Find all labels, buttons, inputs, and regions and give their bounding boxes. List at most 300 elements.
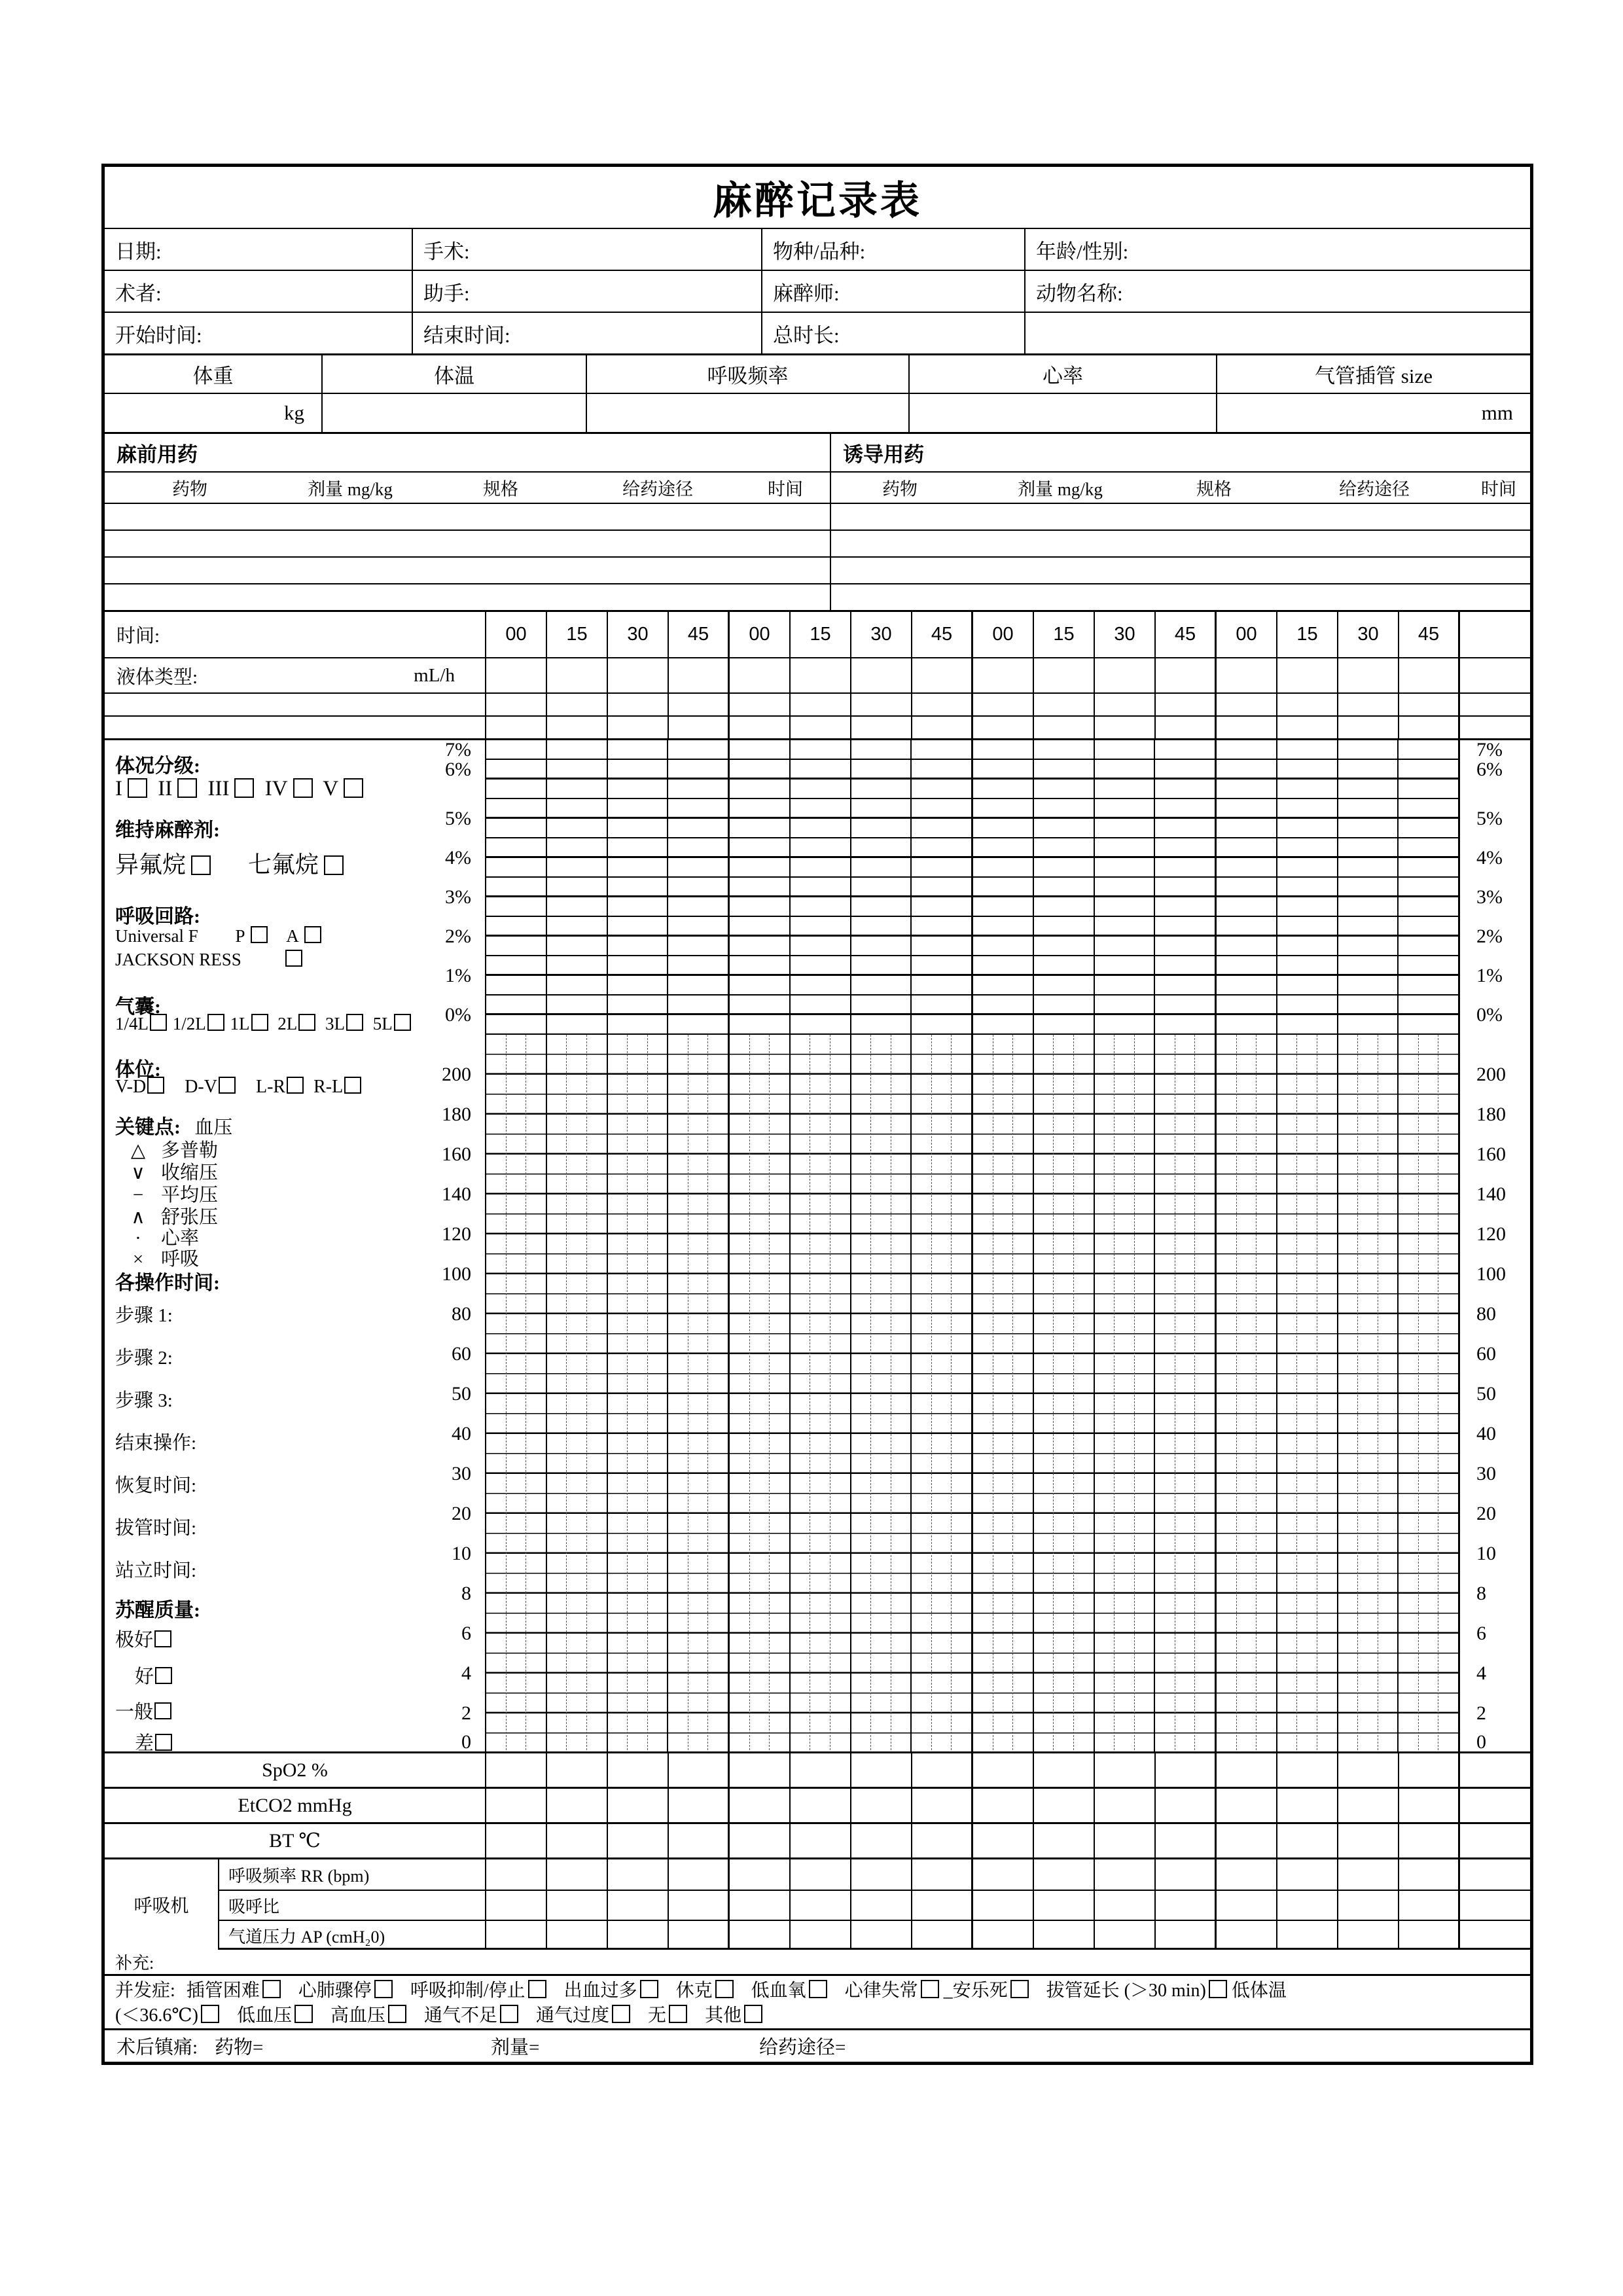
cardiac-arrest-checkbox[interactable] <box>374 1980 393 1998</box>
hypoxemia-checkbox[interactable] <box>809 1980 827 1998</box>
grid-cell[interactable] <box>669 1753 730 1787</box>
grade-ii-checkbox[interactable] <box>177 778 197 798</box>
bag-label: 气囊: <box>115 996 161 1018</box>
end-op-field[interactable]: 结束操作: <box>115 1433 197 1454</box>
grid-cell[interactable] <box>791 717 851 738</box>
vent-rr-row <box>105 1859 1530 1890</box>
axis-label-left: 3% <box>445 886 471 908</box>
chart-column <box>791 1035 851 1753</box>
five-min-subcolumn <box>1358 1035 1378 1753</box>
grid-cell[interactable] <box>1338 717 1399 738</box>
grid-cell[interactable] <box>730 1891 791 1920</box>
grid-cell[interactable] <box>486 1859 547 1890</box>
med-title-row <box>105 432 1530 471</box>
induction-entry-cell[interactable] <box>831 531 1530 556</box>
grid-cell[interactable] <box>851 658 912 692</box>
grid-cell[interactable] <box>1277 1824 1338 1857</box>
grid-cell[interactable] <box>1399 1753 1460 1787</box>
induction-entry-cell[interactable] <box>831 504 1530 529</box>
five-min-subcolumn <box>993 1035 1014 1753</box>
hyperventilation-checkbox[interactable] <box>612 2005 630 2023</box>
grid-cell[interactable] <box>791 1921 851 1950</box>
difficult-intubation-checkbox[interactable] <box>262 1980 281 1998</box>
supplement-row[interactable] <box>105 1948 1530 1974</box>
grid-cell[interactable] <box>791 694 851 715</box>
axis-label-right: 160 <box>1476 1143 1506 1165</box>
axis-label-right: 0% <box>1476 1004 1503 1026</box>
complications-section <box>105 1974 1530 2028</box>
axis-label-left: 0% <box>445 1004 471 1026</box>
timeline-extra-cell[interactable] <box>1460 612 1530 657</box>
grid-cell[interactable] <box>547 1789 608 1822</box>
info-empty-cell[interactable] <box>1026 313 1530 353</box>
arrhythmia-checkbox[interactable] <box>921 1980 939 1998</box>
step1-field[interactable]: 步骤 1: <box>115 1305 173 1326</box>
grid-cell[interactable] <box>851 1859 912 1890</box>
grid-cell[interactable] <box>608 1891 669 1920</box>
grid-cell[interactable] <box>973 1859 1034 1890</box>
grid-cell[interactable] <box>1460 694 1530 715</box>
prolonged-extubation-checkbox[interactable] <box>1209 1980 1227 1998</box>
grade-iii-checkbox[interactable] <box>234 778 254 798</box>
grid-cell[interactable] <box>1217 694 1277 715</box>
med-empty-row <box>105 529 1530 556</box>
grid-cell[interactable] <box>1277 1891 1338 1920</box>
spo2-row <box>105 1751 1530 1787</box>
anesthetist-field[interactable]: 麻醉师: <box>762 271 1026 312</box>
five-min-subcolumn <box>750 1035 770 1753</box>
op-times-label: 各操作时间: <box>115 1272 220 1294</box>
legend-diastolic: ∧ 舒张压 <box>115 1202 218 1229</box>
grid-cell[interactable] <box>1338 1824 1399 1857</box>
euthanasia-checkbox[interactable] <box>1010 1980 1029 1998</box>
grid-cell[interactable] <box>547 694 608 715</box>
complications-line-1: 并发症: 插管困难 心肺骤停 呼吸抑制/停止 出血过多 休克 低血氧 心律失常 _安乐死 拔管延长 (＞30 min) 低体温 <box>115 1981 1287 2001</box>
axis-label-right: 60 <box>1476 1343 1496 1365</box>
recovery-good-checkbox[interactable] <box>155 1667 172 1684</box>
grid-cell[interactable] <box>1156 717 1217 738</box>
grid-cell[interactable] <box>912 1891 973 1920</box>
five-min-subcolumn <box>952 1035 971 1753</box>
recovery-time-field[interactable]: 恢复时间: <box>115 1475 197 1496</box>
grid-cell[interactable] <box>973 1789 1034 1822</box>
surgeon-field[interactable]: 术者: <box>105 271 413 312</box>
grid-cell[interactable] <box>730 1824 791 1857</box>
five-min-subcolumn <box>628 1035 648 1753</box>
pos-dv-checkbox[interactable] <box>219 1077 236 1094</box>
grid-cell[interactable] <box>973 1921 1034 1950</box>
grid-cell[interactable] <box>851 1753 912 1787</box>
weight-value-cell[interactable]: kg <box>105 394 323 432</box>
grid-cell[interactable] <box>486 694 547 715</box>
grid-cell[interactable] <box>912 1753 973 1787</box>
other-checkbox[interactable] <box>744 2005 762 2023</box>
grid-cell[interactable] <box>730 1789 791 1822</box>
grid-cell[interactable] <box>1156 658 1217 692</box>
isoflurane-checkbox[interactable] <box>191 855 211 875</box>
axis-label-left: 7% <box>445 739 471 761</box>
grade-iv-checkbox[interactable] <box>293 778 313 798</box>
grid-cell[interactable] <box>669 717 730 738</box>
grid-cell[interactable] <box>1399 1789 1460 1822</box>
end-time-field[interactable]: 结束时间: <box>413 313 762 353</box>
bag-2l-checkbox[interactable] <box>298 1014 315 1031</box>
grid-cell[interactable] <box>1217 1753 1277 1787</box>
axis-label-right: 30 <box>1476 1463 1496 1484</box>
surgery-field[interactable]: 手术: <box>413 229 762 270</box>
hypotension-checkbox[interactable] <box>294 2005 313 2023</box>
grid-cell[interactable] <box>1399 717 1460 738</box>
hypoventilation-checkbox[interactable] <box>500 2005 518 2023</box>
chart-column <box>547 1035 608 1753</box>
vitals-value-row <box>105 393 1530 432</box>
induction-entry-cell[interactable] <box>831 558 1530 583</box>
grid-cell[interactable] <box>912 694 973 715</box>
five-min-subcolumn <box>1054 1035 1074 1753</box>
grid-cell[interactable] <box>1217 1859 1277 1890</box>
grid-cell[interactable] <box>973 694 1034 715</box>
premed-title: 麻前用药 <box>105 434 831 471</box>
date-field[interactable]: 日期: <box>105 229 413 270</box>
grid-cell[interactable] <box>669 1859 730 1890</box>
grid-cell[interactable] <box>608 1824 669 1857</box>
anesthetic-percent-zone[interactable] <box>486 740 1460 1035</box>
timeline-tick: 00 <box>730 612 791 657</box>
grid-cell[interactable] <box>1095 1891 1156 1920</box>
grid-cell[interactable] <box>1399 1891 1460 1920</box>
ett-size-value-cell[interactable]: mm <box>1481 401 1513 424</box>
grid-cell[interactable] <box>1338 1789 1399 1822</box>
axis-label-left: 60 <box>452 1343 471 1365</box>
grade-v-checkbox[interactable] <box>344 778 363 798</box>
recovery-good: 好 <box>135 1662 177 1689</box>
bag-quarter-checkbox[interactable] <box>150 1014 167 1031</box>
recovery-fair-checkbox[interactable] <box>154 1702 171 1719</box>
grid-cell[interactable] <box>730 658 791 692</box>
grid-cell[interactable] <box>1095 1859 1156 1890</box>
chart-column <box>1338 740 1399 1035</box>
grid-cell[interactable] <box>973 1824 1034 1857</box>
grid-cell[interactable] <box>1156 1891 1217 1920</box>
grid-cell[interactable] <box>1460 1859 1530 1890</box>
hypertension-checkbox[interactable] <box>388 2005 406 2023</box>
grid-cell[interactable] <box>851 694 912 715</box>
grid-cell[interactable] <box>1460 1891 1530 1920</box>
grid-cell[interactable] <box>1277 1789 1338 1822</box>
grid-cell[interactable] <box>486 1824 547 1857</box>
grid-cell[interactable] <box>730 717 791 738</box>
fluid-cells <box>486 658 1530 692</box>
shock-checkbox[interactable] <box>715 1980 734 1998</box>
grid-cell[interactable] <box>1034 1824 1095 1857</box>
grid-cell[interactable] <box>1338 1859 1399 1890</box>
grid-cell[interactable] <box>1217 1921 1277 1950</box>
grid-cell[interactable] <box>1277 1753 1338 1787</box>
grid-cell[interactable] <box>1338 694 1399 715</box>
grid-cell[interactable] <box>1156 694 1217 715</box>
grid-cell[interactable] <box>608 694 669 715</box>
grid-cell[interactable] <box>851 717 912 738</box>
grid-cell[interactable] <box>1277 1921 1338 1950</box>
age-sex-field[interactable]: 年龄/性别: <box>1036 240 1129 263</box>
legend-respiration: × 呼吸 <box>115 1244 199 1271</box>
grid-cell[interactable] <box>547 1891 608 1920</box>
grid-cell[interactable] <box>791 1824 851 1857</box>
grid-cell[interactable] <box>851 1891 912 1920</box>
grid-cell[interactable] <box>1034 1753 1095 1787</box>
grid-cell[interactable] <box>1277 694 1338 715</box>
grid-cell[interactable] <box>1460 717 1530 738</box>
empty-label-cell[interactable] <box>105 694 486 715</box>
grid-cell[interactable] <box>730 1921 791 1950</box>
premed-columns <box>105 473 831 503</box>
five-min-subcolumn <box>688 1035 709 1753</box>
grid-cell[interactable] <box>1338 1921 1399 1950</box>
empty-label-cell[interactable] <box>105 717 486 738</box>
grid-cell[interactable] <box>1399 1859 1460 1890</box>
axis-label-right: 4% <box>1476 847 1503 869</box>
grid-cell[interactable] <box>1034 1789 1095 1822</box>
five-min-subcolumn <box>1438 1035 1458 1753</box>
grid-cell[interactable] <box>1338 658 1399 692</box>
postop-route-field[interactable]: 给药途径= <box>759 2037 846 2058</box>
grid-cell[interactable] <box>1217 1891 1277 1920</box>
grid-cell[interactable] <box>1217 717 1277 738</box>
five-min-subcolumn <box>526 1035 546 1753</box>
respiratory-depression-checkbox[interactable] <box>528 1980 546 1998</box>
premed-entry-cell[interactable] <box>105 504 831 529</box>
axis-label-left: 120 <box>442 1223 471 1245</box>
grid-cell[interactable] <box>486 1891 547 1920</box>
fluid-cells <box>486 717 1530 738</box>
animal-name-field[interactable]: 动物名称: <box>1036 281 1123 305</box>
grid-cell[interactable] <box>1460 1789 1530 1822</box>
bag-half-checkbox[interactable] <box>207 1014 224 1031</box>
grid-cell[interactable] <box>486 1789 547 1822</box>
respiration-value-cell[interactable] <box>587 394 910 432</box>
grid-cell[interactable] <box>1399 1824 1460 1857</box>
temperature-value-cell[interactable] <box>323 394 587 432</box>
chart-column <box>1277 1035 1338 1753</box>
grid-cell[interactable] <box>547 717 608 738</box>
postop-drug-field[interactable]: 药物= <box>215 2037 264 2058</box>
triangle-icon: △ <box>130 1140 146 1161</box>
grid-cell[interactable] <box>973 658 1034 692</box>
col-drug: 药物 <box>172 479 207 499</box>
chart-column <box>1095 740 1156 1035</box>
grid-cell[interactable] <box>1095 694 1156 715</box>
grid-cell[interactable] <box>1095 1789 1156 1822</box>
grid-cell[interactable] <box>608 717 669 738</box>
col-drug: 药物 <box>882 479 918 499</box>
recovery-poor: 差 <box>135 1729 177 1755</box>
grid-cell[interactable] <box>1095 1824 1156 1857</box>
excessive-bleeding-checkbox[interactable] <box>640 1980 658 1998</box>
grid-cell[interactable] <box>791 1789 851 1822</box>
grid-cell[interactable] <box>1217 1789 1277 1822</box>
pos-vd-checkbox[interactable] <box>147 1077 164 1094</box>
chart-column <box>791 740 851 1035</box>
grid-cell[interactable] <box>669 1921 730 1950</box>
grid-cell[interactable] <box>912 1824 973 1857</box>
none-checkbox[interactable] <box>669 2005 687 2023</box>
grid-cell[interactable] <box>669 658 730 692</box>
grid-cell[interactable] <box>1460 658 1530 692</box>
axis-label-right: 180 <box>1476 1103 1506 1125</box>
grid-cell[interactable] <box>1034 1921 1095 1950</box>
premed-entry-cell[interactable] <box>105 584 831 610</box>
position-label: 体位: <box>115 1059 161 1081</box>
grid-cell[interactable] <box>1460 1824 1530 1857</box>
chart-column <box>1034 1035 1095 1753</box>
grid-cell[interactable] <box>547 1859 608 1890</box>
grid-cell[interactable] <box>1034 1859 1095 1890</box>
grid-cell[interactable] <box>1095 1753 1156 1787</box>
grid-cell[interactable] <box>791 1859 851 1890</box>
start-time-field[interactable]: 开始时间: <box>105 313 413 353</box>
grid-cell[interactable] <box>1399 658 1460 692</box>
grid-cell[interactable] <box>1095 717 1156 738</box>
grid-cell[interactable] <box>1095 658 1156 692</box>
postop-dose-field[interactable]: 剂量= <box>491 2037 540 2058</box>
grid-cell[interactable] <box>486 717 547 738</box>
legend-heart-rate: · 心率 <box>115 1223 199 1250</box>
grid-cell[interactable] <box>486 658 547 692</box>
pos-rl-checkbox[interactable] <box>344 1077 361 1094</box>
position-options: V-D D-V L-R R-L <box>115 1077 363 1098</box>
grid-cell[interactable] <box>1338 1753 1399 1787</box>
premed-entry-cell[interactable] <box>105 558 831 583</box>
grid-cell[interactable] <box>1034 658 1095 692</box>
grid-cell[interactable] <box>1156 1859 1217 1890</box>
grid-cell[interactable] <box>608 658 669 692</box>
grid-cell[interactable] <box>547 658 608 692</box>
bag-3l-checkbox[interactable] <box>346 1014 363 1031</box>
grid-cell[interactable] <box>1338 1891 1399 1920</box>
step2-field[interactable]: 步骤 2: <box>115 1348 173 1369</box>
grid-cell[interactable] <box>851 1789 912 1822</box>
grid-cell[interactable] <box>730 1859 791 1890</box>
grid-cell[interactable] <box>608 1789 669 1822</box>
grid-cell[interactable] <box>1156 1753 1217 1787</box>
assistant-field[interactable]: 助手: <box>413 271 762 312</box>
grid-cell[interactable] <box>608 1921 669 1950</box>
grid-cell[interactable] <box>1034 694 1095 715</box>
grid-cell[interactable] <box>791 658 851 692</box>
grid-cell[interactable] <box>730 694 791 715</box>
grid-cell[interactable] <box>486 1753 547 1787</box>
grid-cell[interactable] <box>1277 1859 1338 1890</box>
extubation-time-field[interactable]: 拔管时间: <box>115 1518 197 1539</box>
vent-ie-cells <box>486 1891 1530 1920</box>
grid-cell[interactable] <box>973 717 1034 738</box>
grid-cell[interactable] <box>669 1789 730 1822</box>
grid-cell[interactable] <box>851 1824 912 1857</box>
grid-cell[interactable] <box>912 658 973 692</box>
induction-entry-cell[interactable] <box>831 584 1530 610</box>
grid-cell[interactable] <box>1277 717 1338 738</box>
grid-cell[interactable] <box>730 1753 791 1787</box>
grid-cell[interactable] <box>1399 694 1460 715</box>
grid-cell[interactable] <box>973 1753 1034 1787</box>
grid-cell[interactable] <box>851 1921 912 1950</box>
grade-i-checkbox[interactable] <box>128 778 147 798</box>
grid-cell[interactable] <box>608 1859 669 1890</box>
hypothermia-checkbox[interactable] <box>201 2005 219 2023</box>
chart-column <box>851 1035 912 1753</box>
grid-cell[interactable] <box>791 1891 851 1920</box>
five-min-subcolumn <box>547 1035 567 1753</box>
five-min-subcolumn <box>608 1035 628 1753</box>
axis-label-left: 5% <box>445 808 471 829</box>
grid-cell[interactable] <box>608 1753 669 1787</box>
grid-cell[interactable] <box>973 1891 1034 1920</box>
grid-cell[interactable] <box>669 694 730 715</box>
axis-label-right: 10 <box>1476 1543 1496 1564</box>
grid-cell[interactable] <box>1156 1789 1217 1822</box>
circuit-p-checkbox[interactable] <box>251 926 268 943</box>
sevoflurane-checkbox[interactable] <box>324 855 344 875</box>
ventilator-label: 呼吸机 <box>105 1859 219 1950</box>
total-duration-field[interactable]: 总时长: <box>762 313 1026 353</box>
heart-rate-value-cell[interactable] <box>910 394 1217 432</box>
grid-cell[interactable] <box>1156 1921 1217 1950</box>
bag-1l-checkbox[interactable] <box>251 1014 268 1031</box>
timeline-ticks <box>486 612 1530 657</box>
five-min-subcolumn <box>1297 1035 1317 1753</box>
title-row <box>105 167 1530 228</box>
grid-cell[interactable] <box>1460 1753 1530 1787</box>
circuit-line1: Universal F P A <box>115 926 327 946</box>
grid-cell[interactable] <box>486 1921 547 1950</box>
axis-label-left: 1% <box>445 965 471 986</box>
vitals-plot-zone[interactable] <box>486 1035 1460 1753</box>
species-field[interactable]: 物种/品种: <box>762 229 1026 270</box>
five-min-subcolumn <box>1277 1035 1298 1753</box>
grid-cell[interactable] <box>1399 1921 1460 1950</box>
grid-cell[interactable] <box>669 1824 730 1857</box>
grid-cell[interactable] <box>1034 717 1095 738</box>
axis-label-right: 200 <box>1476 1064 1506 1085</box>
grid-cell[interactable] <box>1156 1824 1217 1857</box>
grid-cell[interactable] <box>912 1921 973 1950</box>
recovery-excellent-checkbox[interactable] <box>154 1630 171 1647</box>
grid-cell[interactable] <box>547 1824 608 1857</box>
grid-cell[interactable] <box>1460 1921 1530 1950</box>
axis-label-right: 3% <box>1476 886 1503 908</box>
grid-cell[interactable] <box>912 1789 973 1822</box>
circuit-line2: JACKSON RESS <box>115 950 308 970</box>
pos-lr-checkbox[interactable] <box>287 1077 304 1094</box>
grid-cell[interactable] <box>791 1753 851 1787</box>
grid-cell[interactable] <box>1277 658 1338 692</box>
premed-entry-cell[interactable] <box>105 531 831 556</box>
grid-cell[interactable] <box>669 1891 730 1920</box>
grid-cell[interactable] <box>1034 1891 1095 1920</box>
jackson-rees-checkbox[interactable] <box>285 950 302 967</box>
standing-time-field[interactable]: 站立时间: <box>115 1560 197 1581</box>
grid-cell[interactable] <box>1217 1824 1277 1857</box>
grid-cell[interactable] <box>912 717 973 738</box>
recovery-poor-checkbox[interactable] <box>155 1734 172 1751</box>
grid-cell[interactable] <box>912 1859 973 1890</box>
grid-cell[interactable] <box>547 1921 608 1950</box>
grid-cell[interactable] <box>1217 658 1277 692</box>
circuit-a-checkbox[interactable] <box>304 926 321 943</box>
grid-cell[interactable] <box>547 1753 608 1787</box>
step3-field[interactable]: 步骤 3: <box>115 1390 173 1411</box>
grid-cell[interactable] <box>1095 1921 1156 1950</box>
